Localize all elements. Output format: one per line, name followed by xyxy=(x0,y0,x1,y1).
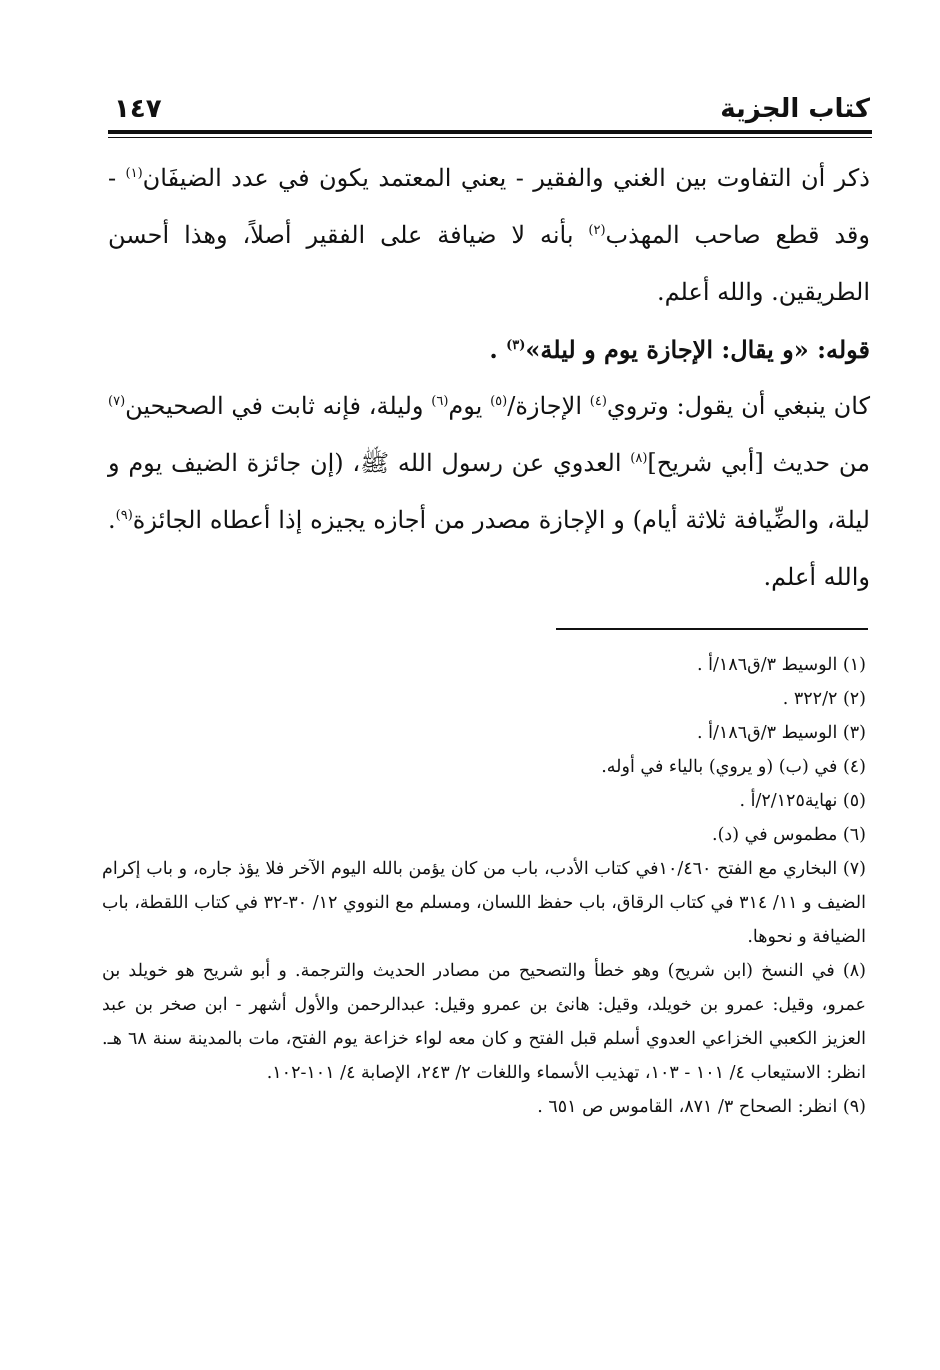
footnote-ref-9[interactable]: (٩) xyxy=(115,508,133,523)
footnote-6: (٦) مطموس في (د). xyxy=(712,825,866,845)
footnote-ref-2[interactable]: (٢) xyxy=(588,223,606,238)
page-number: ١٤٧ xyxy=(114,94,162,124)
footnote-ref-5[interactable]: (٥) xyxy=(490,394,508,409)
footnote-1: (١) الوسيط ٣/ق١٨٦/أ . xyxy=(697,655,866,675)
p1-text-a: ذكر أن التفاوت بين الغني والفقير - يعني المعتمد يكون في عدد الضيفَان xyxy=(142,164,870,192)
chapter-title: كتاب الجزية xyxy=(720,94,870,124)
p1-text-b: - وقد قطع صاحب المهذب xyxy=(108,164,870,249)
p3-text-e: من حديث [أبي شريح] xyxy=(647,449,871,477)
footnote-separator xyxy=(556,628,868,630)
p3-text-f: العدوي عن رسول الله ﷺ، (إن جائزة الضيف يوم و ليلة، والضِّيافة ثلاثة أيام) و الإجازة مصدر من أجازه يجيزه إذا أعطاه الجائزة xyxy=(108,449,870,534)
footnotes xyxy=(102,648,866,1124)
p1-text-c: بأنه لا ضيافة على الفقير أصلاً، وهذا أحسن الطريقين. والله أعلم. xyxy=(108,221,870,306)
p3-text-d: وليلة، فإنه ثابت في الصحيحين xyxy=(125,392,432,420)
footnote-ref-3[interactable]: (٣) xyxy=(506,338,526,353)
footnote-9: (٩) انظر: الصحاح ٣/ ٨٧١، القاموس ص ٦٥١ . xyxy=(537,1097,866,1117)
main-text xyxy=(108,150,870,606)
p2-lead: قوله: xyxy=(808,335,870,364)
paragraph-3 xyxy=(108,378,870,606)
p3-text-g: . والله أعلم. xyxy=(108,506,870,591)
footnote-4: (٤) في (ب) (و يروي) بالياء في أوله. xyxy=(601,757,866,777)
paragraph-1 xyxy=(108,150,870,321)
p3-text-c: يوم xyxy=(448,392,491,420)
p3-text-b: الإجازة/ xyxy=(507,392,590,420)
footnote-ref-8[interactable]: (٨) xyxy=(630,451,648,466)
running-header xyxy=(112,92,870,132)
footnote-ref-4[interactable]: (٤) xyxy=(589,394,607,409)
footnote-5: (٥) نهاية٢/١٢٥/أ . xyxy=(739,791,866,811)
footnote-ref-1[interactable]: (١) xyxy=(125,166,143,181)
footnote-ref-7[interactable]: (٧) xyxy=(108,394,126,409)
p3-text-a: كان ينبغي أن يقول: وتروي xyxy=(606,392,870,420)
header-rule-thin xyxy=(108,137,872,138)
footnote-2: (٢) ٣٢٢/٢ . xyxy=(782,689,866,709)
footnote-7: (٧) البخاري مع الفتح ١٠/٤٦٠في كتاب الأدب، باب من كان يؤمن بالله اليوم الآخر فلا يؤذ جاره، و باب إكرام الضيف و ١١/ ٣١٤ في كتاب الرقاق، باب حفظ اللسان، ومسلم مع النووي ١٢/ ٣٠-٣٢ في كتاب اللقطة، باب الضيافة و نحوها. xyxy=(102,859,866,947)
footnote-8: (٨) في النسخ (ابن شريح) وهو خطأ والتصحيح من مصادر الحديث والترجمة. و أبو شريح هو خويلد بن عمرو، وقيل: عمرو بن خويلد، وقيل: هانئ بن عمرو وقيل: عبدالرحمن والأول أشهر - ابن صخر بن عبد العزيز الكعبي الخزاعي العدوي أسلم قبل الفتح و كان معه لواء خزاعة يوم الفتح، مات بالمدينة سنة ٦٨ هـ. انظر: الاستيعاب ٤/ ١٠١ - ١٠٣، تهذيب الأسماء واللغات ٢/ ٢٤٣، الإصابة ٤/ ١٠١-١٠٢. xyxy=(102,961,867,1083)
header-rule-thick xyxy=(108,130,872,134)
footnote-ref-6[interactable]: (٦) xyxy=(431,394,449,409)
footnote-3: (٣) الوسيط ٣/ق١٨٦/أ . xyxy=(697,723,866,743)
p2-quote: «و يقال: الإجازة يوم و ليلة» xyxy=(525,335,809,364)
p2-end: . xyxy=(489,335,507,364)
paragraph-2 xyxy=(108,321,870,378)
